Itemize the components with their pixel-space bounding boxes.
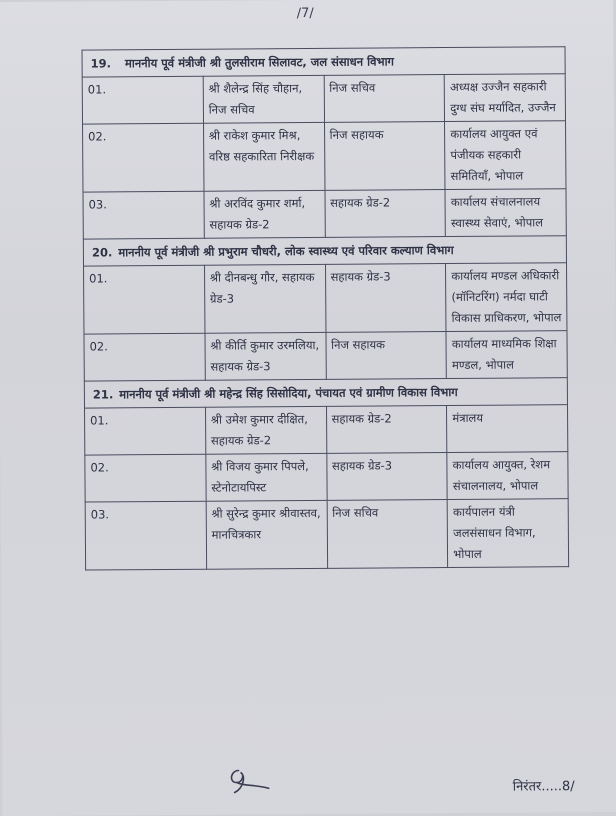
parent-office: मंत्रालय [447,405,568,453]
section-number: 19. [90,56,112,71]
parent-office: कार्यालय आयुक्त, रेशम संचालनालय, भोपाल [447,452,568,500]
serial-number: 01. [85,407,206,455]
assigned-post: सहायक ग्रेड-2 [324,190,445,238]
assigned-post: निज सचिव [324,75,445,123]
assigned-post: सहायक ग्रेड-2 [326,406,447,454]
parent-office: कार्यालय संचालनालय स्वास्थ्य सेवाएं, भोपाल [445,189,566,237]
staff-attachment-table [81,46,569,570]
table-row [83,121,566,192]
serial-number: 02. [84,333,205,381]
employee-name: श्री विजय कुमार पिपले, स्टेनोटायपिस्ट [206,453,327,501]
employee-name: श्री उमेश कुमार दीक्षित, सहायक ग्रेड-2 [205,406,326,454]
serial-number: 03. [83,191,204,239]
employee-name: श्री अरविंद कुमार शर्मा, सहायक ग्रेड-2 [204,190,325,238]
section-heading-cell [83,236,566,266]
serial-number: 03. [85,501,206,570]
employee-name: श्री शैलेन्द्र सिंह चौहान, निज सचिव [203,75,324,123]
assigned-post: निज सहायक [324,122,445,191]
table-row [83,189,566,239]
section-heading: माननीय पूर्व मंत्रीजी श्री महेन्द्र सिंह सिसोदिया, पंचायत एवं ग्रामीण विकास विभाग [119,384,458,402]
serial-number: 02. [85,454,206,502]
parent-office: कार्यालय माध्यमिक शिक्षा मण्डल, भोपाल [446,331,567,379]
table-row [84,331,567,381]
section-header [84,378,567,408]
assigned-post: निज सहायक [325,332,446,380]
table-row [85,405,568,455]
employee-name: श्री सुरेन्द्र कुमार श्रीवास्तव, मानचित्रकार [206,500,327,569]
parent-office: कार्यपालन यंत्री जलसंसाधन विभाग, भोपाल [447,499,568,568]
assigned-post: सहायक ग्रेड-3 [326,453,447,501]
section-number: 21. [92,387,114,402]
serial-number: 02. [83,123,204,192]
assigned-post: सहायक ग्रेड-3 [325,264,446,333]
section-heading-cell [84,378,567,408]
serial-number: 01. [82,76,203,124]
serial-number: 01. [84,265,205,334]
section-header [82,47,565,77]
continued-note: निरंतर.....8/ [512,779,575,795]
section-header [83,236,566,266]
page-number: /7/ [296,5,314,22]
table-row [85,499,568,570]
parent-office: कार्यालय आयुक्त एवं पंजीयक सहकारी समितियाँ, भोपाल [445,121,566,190]
signature-icon [224,762,272,798]
parent-office: अध्यक्ष उज्जैन सहकारी दुग्ध संघ मर्यादित, उज्जैन [444,74,565,122]
section-heading-cell [82,47,565,77]
assigned-post: निज सचिव [327,500,448,569]
employee-name: श्री राकेश कुमार मिश्र, वरिष्ठ सहकारिता निरीक्षक [203,122,324,191]
table-row [85,452,568,502]
section-heading: माननीय पूर्व मंत्रीजी श्री तुलसीराम सिलावट, जल संसाधन विभाग [124,54,395,71]
section-heading: माननीय पूर्व मंत्रीजी श्री प्रभुराम चौधरी, लोक स्वास्थ्य एवं परिवार कल्याण विभाग [118,242,454,260]
table-row [84,263,567,334]
table-row [82,74,565,124]
employee-name: श्री दीनबन्धु गौर, सहायक ग्रेड-3 [204,264,325,333]
section-number: 20. [91,245,113,260]
parent-office: कार्यालय मण्डल अधिकारी (मॉनिटरिंग) नर्मदा घाटी विकास प्राधिकरण, भोपाल [446,263,567,332]
employee-name: श्री कीर्ति कुमार उरमलिया, सहायक ग्रेड-3 [205,332,326,380]
